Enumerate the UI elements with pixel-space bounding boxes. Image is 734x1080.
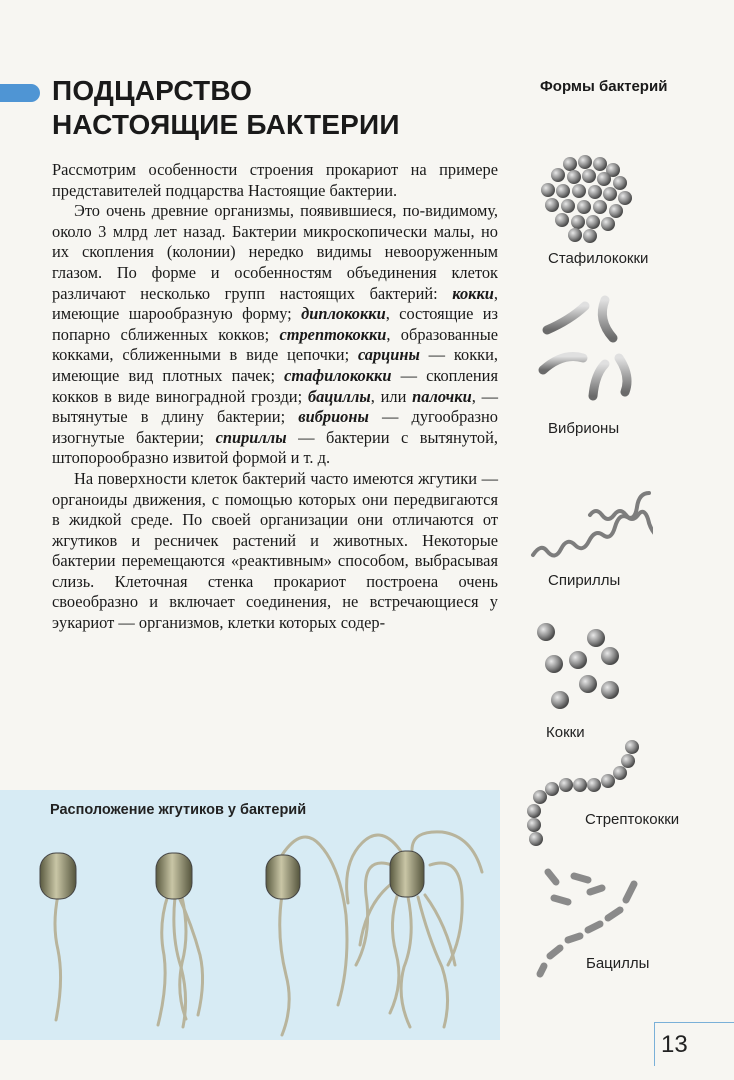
page-title xyxy=(52,74,472,142)
label-streptococci: Стрептококки xyxy=(585,811,680,828)
vibrios-figure xyxy=(535,292,645,407)
text-run: , образованные кокками, сближенными в виде цепочки; xyxy=(52,324,499,365)
title-accent-bar xyxy=(0,84,40,102)
flagella-title: Расположение жгутиков у бактерий xyxy=(50,802,307,818)
sidebar-title: Формы бактерий xyxy=(540,78,668,95)
text-run: , — вытянутые в длину бактерии; xyxy=(52,386,498,427)
term-vibriony: вибрионы xyxy=(298,407,369,427)
term-palochki: палочки xyxy=(412,386,472,406)
label-vibrios: Вибрионы xyxy=(548,420,620,437)
term-stafilokokki: стафилококки xyxy=(284,365,392,385)
label-spirilla: Спириллы xyxy=(548,572,621,589)
paragraph-2 xyxy=(52,201,498,469)
term-streptokokki: стрептококки xyxy=(279,324,387,344)
text-run: — бактерии с вытянутой, штопорообразно извитой формой и т. д. xyxy=(52,427,498,468)
text-run: , состоящие из попарно сближенных кокков; xyxy=(52,304,498,344)
text-run: — дугообразно изогнутые бактерии; xyxy=(52,407,498,447)
spirilla-figure xyxy=(528,455,653,565)
label-cocci: Кокки xyxy=(546,724,585,741)
text-run: — кокки, имеющие вид плотных пачек; xyxy=(52,345,498,385)
paragraph-1: Рассмотрим особенности строения прокариот на примере представителей подцарства Настоящие бактерии. xyxy=(52,160,498,200)
text-run: , или xyxy=(370,386,413,406)
page-number: 13 xyxy=(654,1022,734,1066)
title-line-2: НАСТОЯЩИЕ БАКТЕРИИ xyxy=(52,109,400,140)
title-line-1: ПОДЦАРСТВО xyxy=(52,75,253,106)
term-diplokokki: диплококки xyxy=(301,304,386,324)
flagella-figure xyxy=(20,825,500,1040)
term-spirilly: спириллы xyxy=(215,427,287,447)
paragraph-3: На поверхности клеток бактерий часто имеются жгутики — органоиды движения, с помощью которых они передвигаются в жидкой среде. По своей организации они отличаются от жгутиков и ресничек растений и животных. Некоторые бактерии перемещаются «реактивным» способом, выбрасывая слизь. Клеточная стенка прокариот построена очень своеобразно и включает соединения, не встречающиеся у эукариот — организмов, клетки которых содер- xyxy=(52,468,498,633)
cocci-figure xyxy=(530,618,630,713)
label-bacilli: Бациллы xyxy=(586,955,650,972)
term-bacilly: бациллы xyxy=(307,386,371,406)
text-run: , имеющие шарообразную форму; xyxy=(52,283,498,324)
label-staphylococci: Стафилококки xyxy=(548,250,649,267)
term-sarciny: сарцины xyxy=(357,345,420,365)
term-kokki: кокки xyxy=(452,283,494,303)
text-run: — скопления кокков в виде виноградной грозди; xyxy=(52,365,498,406)
staphylococci-figure xyxy=(530,150,640,245)
streptococci-figure xyxy=(520,735,650,850)
main-text xyxy=(52,160,498,634)
text-run: Это очень древние организмы, появившиеся, по-видимому, около 3 млрд лет назад. Бактерии микроскопически малы, но их скопления (колонии) нередко видимы невооруженным глазом. По форме и особенностям объединения клеток различают несколько групп настоящих бактерий: xyxy=(52,201,498,303)
